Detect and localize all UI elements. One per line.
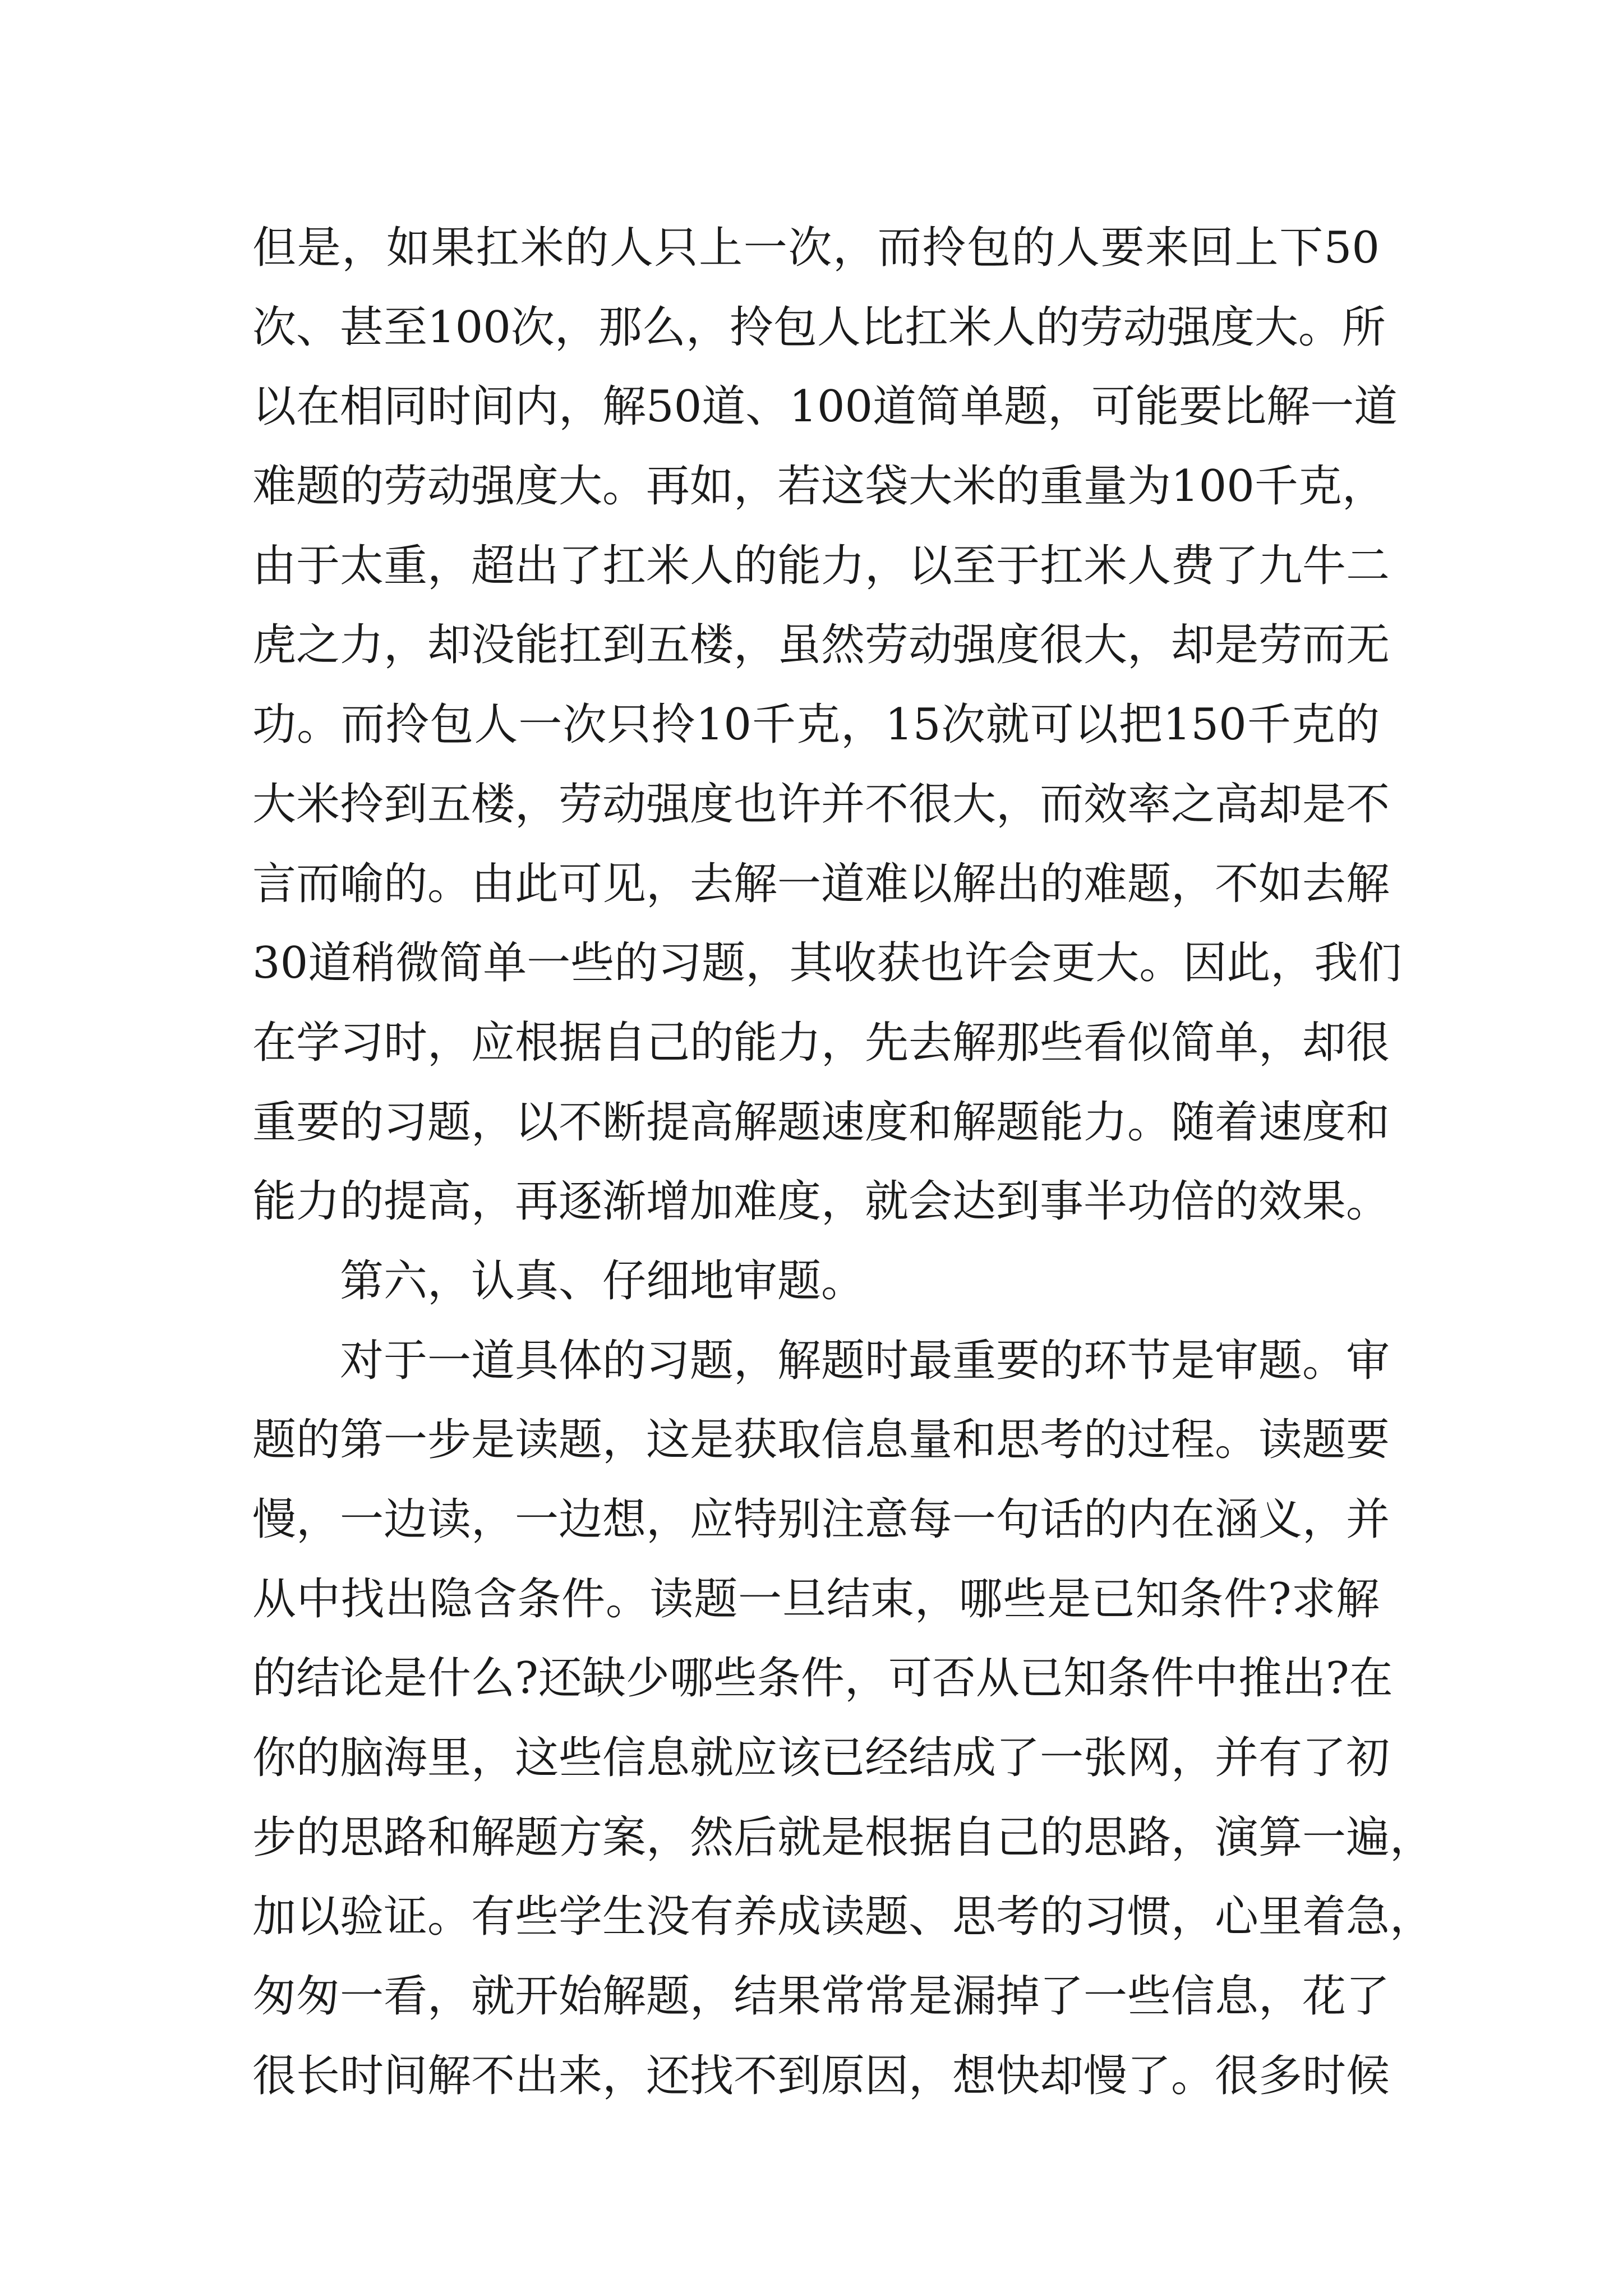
text-line: 次、甚至100次，那么，拎包人比扛米人的劳动强度大。所 (252, 302, 1386, 353)
text-line: 的结论是什么?还缺少哪些条件，可否从已知条件中推出?在 (252, 1653, 1393, 1704)
text-line: 加以验证。有些学生没有养成读题、思考的习惯，心里着急， (252, 1892, 1434, 1943)
text-line: 由于太重，超出了扛米人的能力，以至于扛米人费了九牛二 (252, 540, 1390, 591)
text-line: 大米拎到五楼，劳动强度也许并不很大，而效率之高却是不 (252, 779, 1390, 830)
text-line: 以在相同时间内，解50道、100道简单题，可能要比解一道 (252, 381, 1398, 432)
text-line: 能力的提高，再逐渐增加难度，就会达到事半功倍的效果。 (252, 1176, 1390, 1227)
text-line: 步的思路和解题方案，然后就是根据自己的思路，演算一遍， (252, 1812, 1434, 1863)
body-text (252, 209, 1434, 2116)
text-line: 在学习时，应根据自己的能力，先去解那些看似简单，却很 (252, 1017, 1390, 1068)
paragraph-first-line: 第六，认真、仔细地审题。 (340, 1255, 865, 1306)
text-line: 慢，一边读，一边想，应特别注意每一句话的内在涵义，并 (252, 1494, 1390, 1545)
text-line: 很长时间解不出来，还找不到原因，想快却慢了。很多时候 (252, 2050, 1390, 2101)
text-line: 从中找出隐含条件。读题一旦结束，哪些是已知条件?求解 (252, 1573, 1380, 1625)
paragraph-first-line: 对于一道具体的习题，解题时最重要的环节是审题。审 (340, 1335, 1390, 1386)
text-line: 功。而拎包人一次只拎10千克，15次就可以把150千克的 (252, 700, 1380, 751)
text-line: 重要的习题，以不断提高解题速度和解题能力。随着速度和 (252, 1097, 1390, 1148)
text-line: 题的第一步是读题，这是获取信息量和思考的过程。读题要 (252, 1415, 1390, 1466)
text-line: 难题的劳动强度大。再如，若这袋大米的重量为100千克， (252, 461, 1386, 512)
text-line: 虎之力，却没能扛到五楼，虽然劳动强度很大，却是劳而无 (252, 620, 1390, 671)
text-line: 你的脑海里，这些信息就应该已经结成了一张网，并有了初 (252, 1733, 1390, 1784)
text-line: 言而喻的。由此可见，去解一道难以解出的难题，不如去解 (252, 858, 1390, 909)
text-line: 但是，如果扛米的人只上一次，而拎包的人要来回上下50 (252, 223, 1380, 273)
text-line: 30道稍微简单一些的习题，其收获也许会更大。因此，我们 (252, 938, 1402, 989)
text-line: 匆匆一看，就开始解题，结果常常是漏掉了一些信息，花了 (252, 1971, 1390, 2022)
